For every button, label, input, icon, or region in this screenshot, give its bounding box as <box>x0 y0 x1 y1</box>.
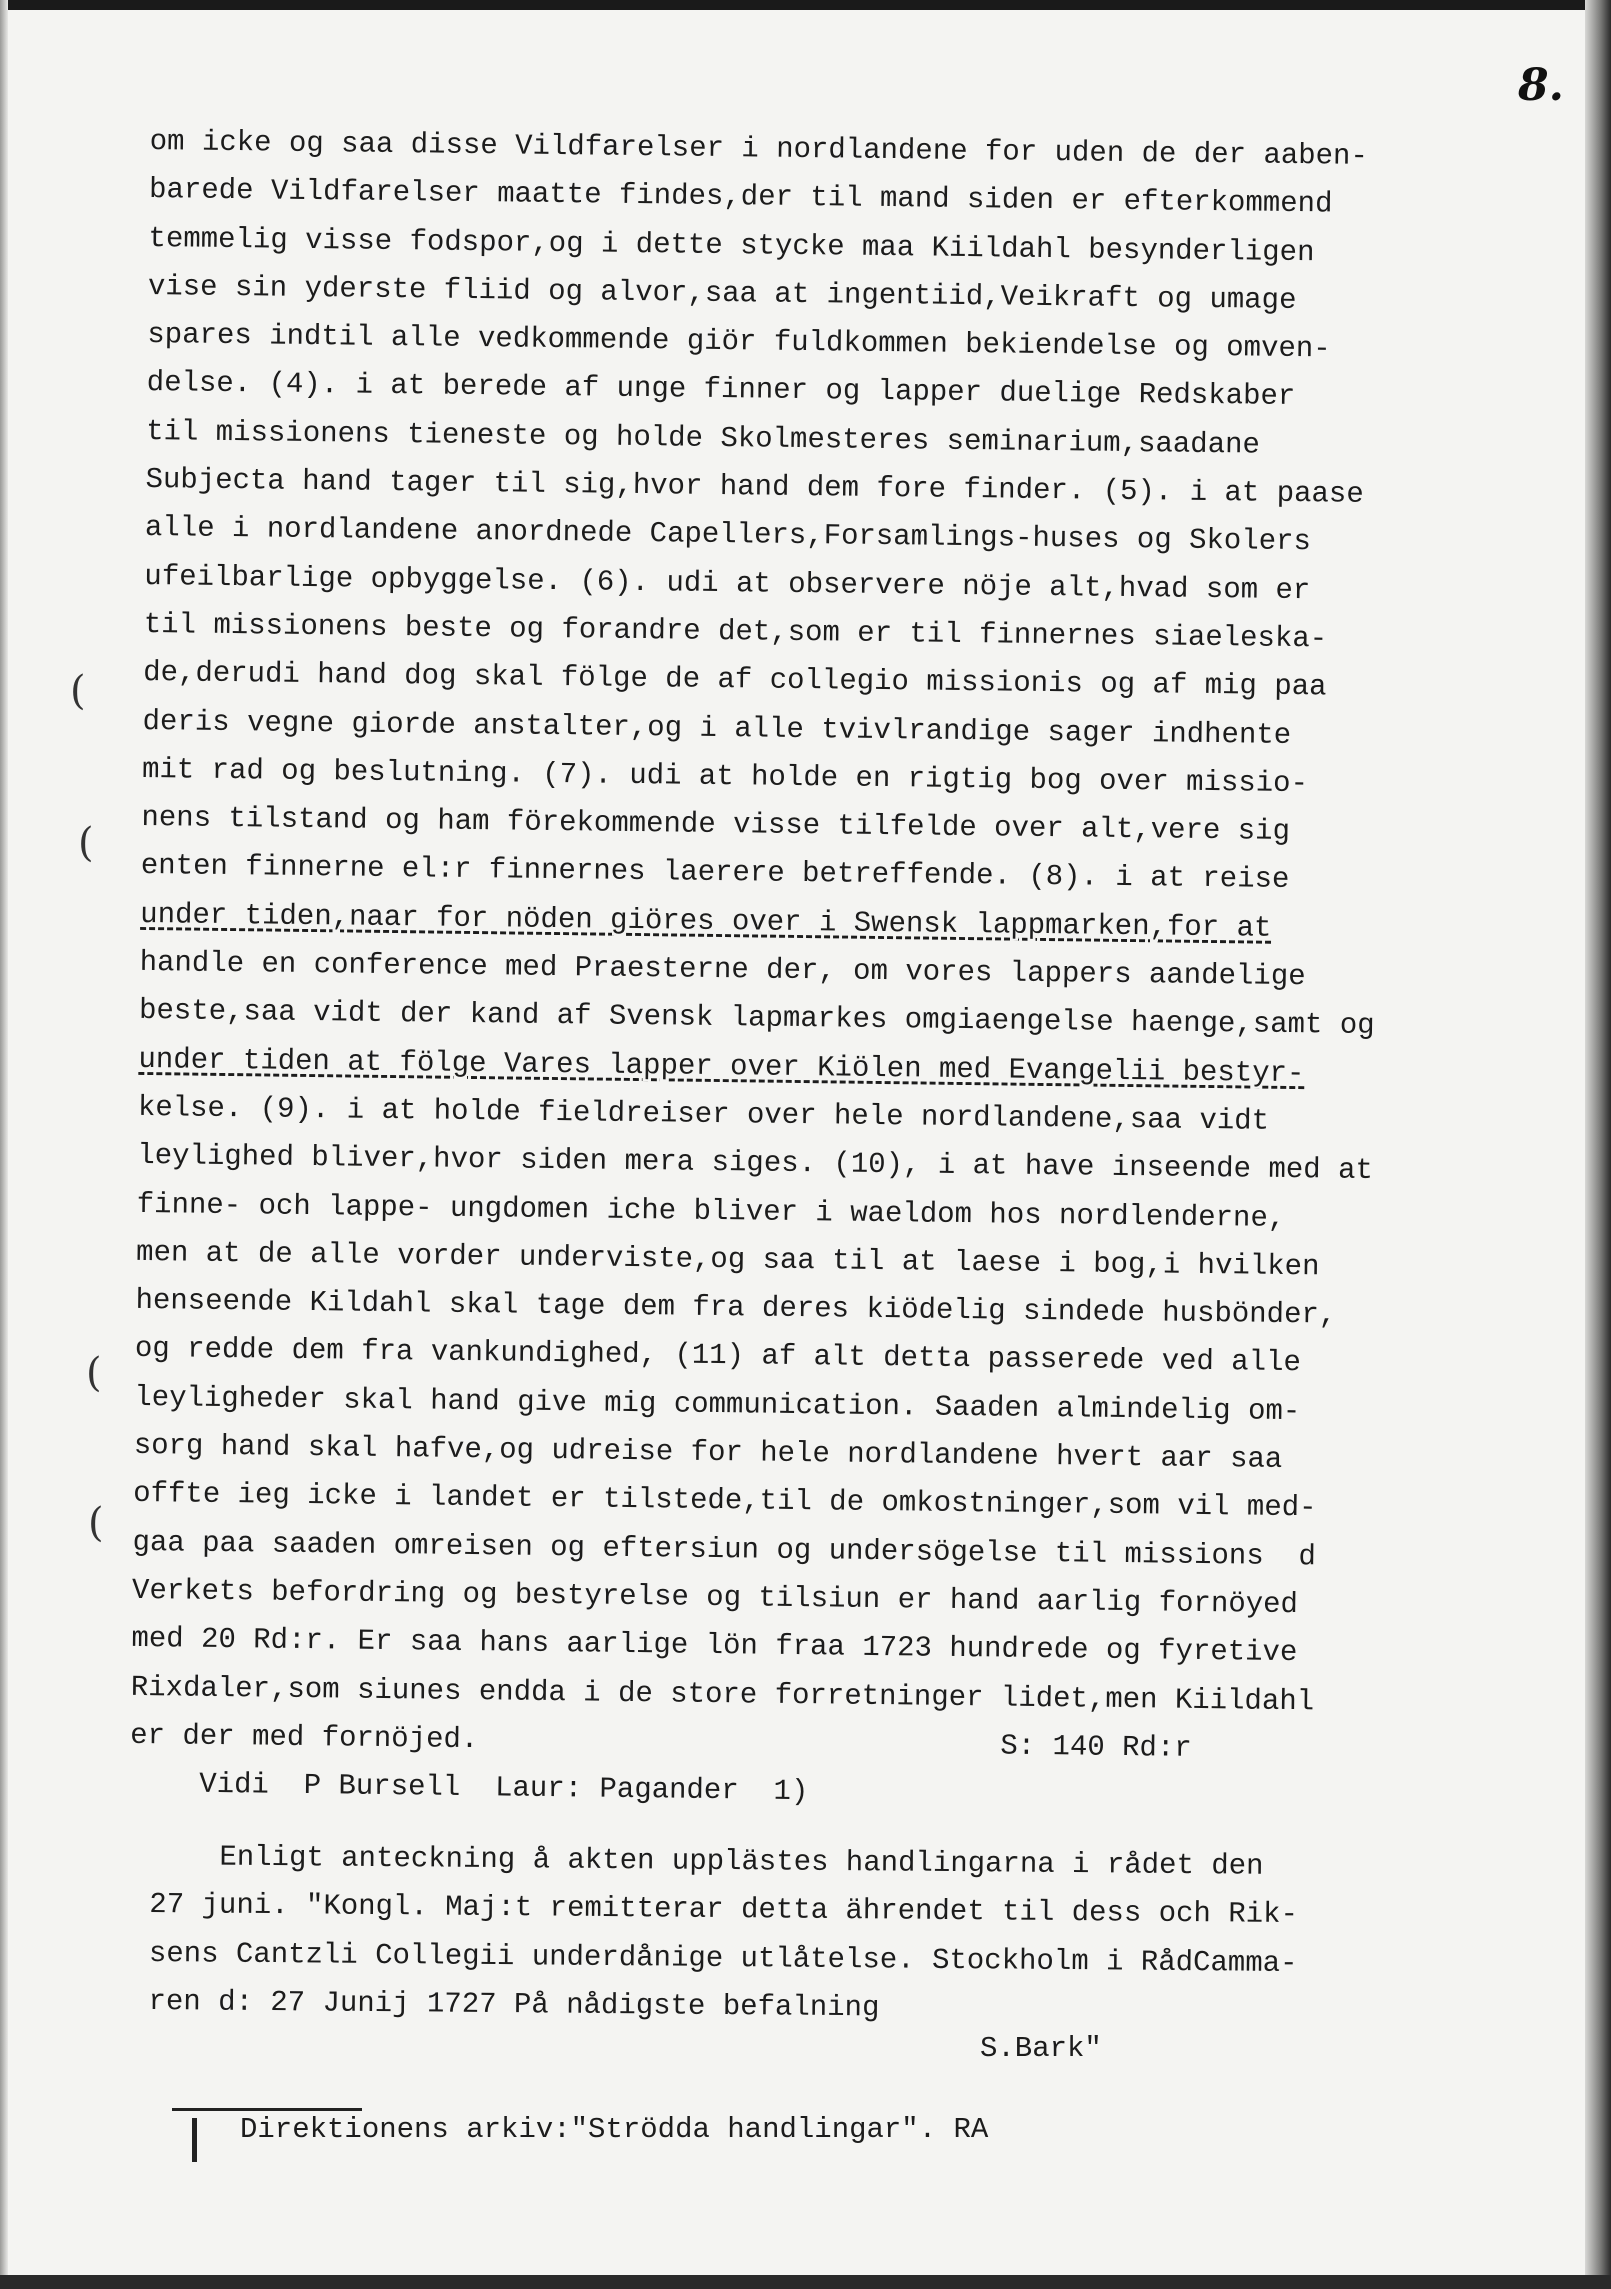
body-line: leyligheder skal hand give mig communication. Saaden almindelig om- <box>134 1380 1301 1428</box>
body-line: gaa paa saaden omreisen og eftersiun og undersögelse til missions d <box>132 1525 1317 1573</box>
margin-bracket-mark: ( <box>70 668 86 714</box>
footnote-text: Direktionens arkiv:"Strödda handlingar". RA <box>240 2113 989 2146</box>
body-line: offte ieg icke i landet er tilstede,til de omkostninger,som vil med- <box>132 1477 1317 1525</box>
council-note <box>148 1832 1450 2037</box>
body-line: leylighed bliver,hvor siden mera siges. (10), i at have inseende med at <box>137 1139 1374 1188</box>
body-line: ufeilbarlige opbyggelse. (6). udi at observere nöje alt,hvad som er <box>144 559 1311 607</box>
body-line: henseende Kildahl skal tage dem fra deres kiödelig sindede husbönder, <box>135 1284 1337 1332</box>
scan-edge-top <box>0 0 1611 10</box>
scan-edge-right <box>1585 0 1611 2289</box>
body-line: til missionens beste og forandre det,som er til finnernes siaeleska- <box>143 607 1328 656</box>
margin-bracket-mark: ( <box>86 1350 102 1396</box>
note-line: ren d: 27 Junij 1727 På nådigste befalning <box>148 1984 880 2025</box>
body-line: Rixdaler,som siunes endda i de store forretninger lidet,men Kiildahl <box>130 1670 1315 1718</box>
body-line: de,derudi hand dog skal fölge de af collegio missionis og af mig paa <box>143 656 1327 704</box>
body-line: men at de alle vorder underviste,og saa til at laese i bog,i hvilken <box>135 1235 1320 1284</box>
body-line: alle i nordlandene anordnede Capellers,Forsamlings-huses og Skolers <box>144 511 1312 559</box>
body-line: beste,saa vidt der kand af Svensk lapmarkes omgiaengelse haenge,samt og <box>138 994 1375 1043</box>
note-line: sens Cantzli Collegii underdånige utlåtelse. Stockholm i RådCamma- <box>148 1936 1298 1980</box>
scan-edge-bottom <box>0 2275 1611 2289</box>
body-line: barede Vildfarelser maatte findes,der til mand siden er efterkommend <box>148 173 1333 221</box>
body-line: delse. (4). i at berede af unge finner og lapper duelige Redskaber <box>146 366 1296 414</box>
note-line: Enligt anteckning å akten upplästes handlingarna i rådet den <box>149 1839 1264 1883</box>
body-line: sorg hand skal hafve,og udreise for hele nordlandene hvert aar saa <box>133 1428 1283 1476</box>
body-line: finne- och lappe- ungdomen iche bliver i waeldom hos nordlenderne, <box>136 1187 1286 1235</box>
footnote-marker <box>192 2118 197 2162</box>
margin-bracket-mark: ( <box>88 1500 104 1546</box>
body-line: og redde dem fra vankundighed, (11) af alt detta passerede ved alle <box>134 1332 1302 1380</box>
body-line-underlined: under tiden at fölge Vares lapper over Kiölen med Evangelii bestyr- <box>138 1042 1305 1090</box>
body-line: kelse. (9). i at holde fieldreiser over hele nordlandene,saa vidt <box>137 1090 1270 1138</box>
body-line: er der med fornöjed. S: 140 Rd:r <box>130 1718 1192 1765</box>
footnote-divider <box>172 2108 362 2111</box>
body-line: Subjecta hand tager til sig,hvor hand dem fore finder. (5). i at paase <box>145 463 1364 511</box>
body-line: handle en conference med Praesterne der, om vores lappers aandelige <box>139 945 1306 994</box>
body-line: med 20 Rd:r. Er saa hans aarlige lön fraa 1723 hundrede og fyretive <box>131 1622 1298 1670</box>
body-line: Verkets befordring og bestyrelse og tilsiun er hand aarlig fornöyed <box>131 1573 1299 1622</box>
body-line: temmelig visse fodspor,og i dette stycke maa Kiildahl besynderligen <box>148 221 1315 269</box>
scan-edge-left <box>0 0 8 2289</box>
letter-body <box>129 118 1530 1825</box>
body-line: enten finnerne el:r finnernes laerere betreffende. (8). i at reise <box>140 849 1290 897</box>
body-line: vise sin yderste fliid og alvor,saa at ingentiid,Veikraft og umage <box>147 269 1297 317</box>
body-line-underlined: under tiden,naar for nöden giöres over i Swensk lappmarken,for at <box>140 897 1272 945</box>
note-signature: S.Bark" <box>980 2032 1102 2065</box>
body-line: mit rad og beslutning. (7). udi at holde en rigtig bog over missio- <box>141 752 1309 801</box>
body-line: nens tilstand og ham förekommende visse tilfelde over alt,vere sig <box>141 801 1291 849</box>
body-line: spares indtil alle vedkommende giör fuldkommen bekiendelse og omven- <box>147 318 1331 366</box>
page-number: 8. <box>1518 60 1564 111</box>
note-line: 27 juni. "Kongl. Maj:t remitterar detta ährendet til dess och Rik- <box>149 1888 1299 1932</box>
body-line: til missionens tieneste og holde Skolmesteres seminarium,saadane <box>145 414 1261 462</box>
witness-signatures: Vidi P Bursell Laur: Pagander 1) <box>129 1766 809 1809</box>
body-line: om icke og saa disse Vildfarelser i nordlandene for uden de der aaben- <box>149 124 1369 173</box>
body-line: deris vegne giorde anstalter,og i alle tvivlrandige sager indhente <box>142 704 1292 752</box>
margin-bracket-mark: ( <box>78 820 94 866</box>
